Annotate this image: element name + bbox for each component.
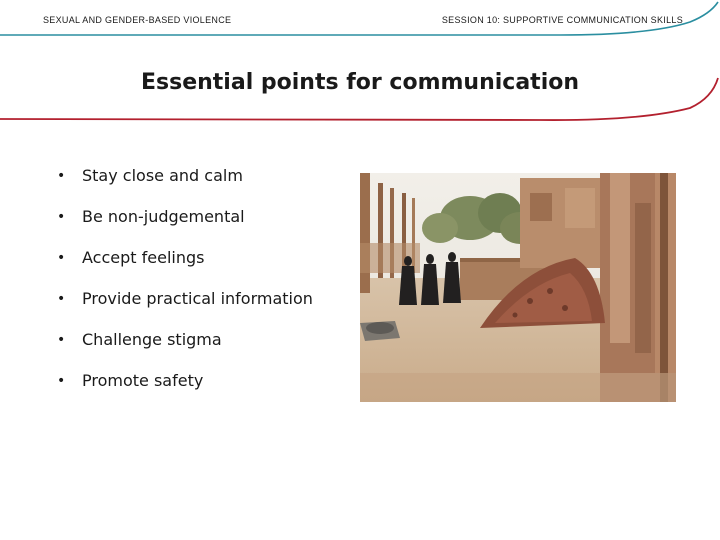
list-item [57,204,313,229]
header-course-title: SEXUAL AND GENDER-BASED VIOLENCE [43,15,232,25]
list-item [57,327,313,352]
bullet-text: Promote safety [82,371,204,390]
bullet-icon: • [57,290,66,307]
bullet-text: Accept feelings [82,248,205,267]
bullet-text: Stay close and calm [82,166,243,185]
slide-title: Essential points for communication [140,70,580,95]
header-session-title: SESSION 10: SUPPORTIVE COMMUNICATION SKILLS [441,15,683,25]
bullet-text: Be non-judgemental [82,207,245,226]
street-scene-photo [360,173,676,402]
bullet-icon: • [57,167,66,184]
bullet-icon: • [57,372,66,389]
bullet-text: Challenge stigma [82,330,222,349]
bullet-icon: • [57,331,66,348]
list-item [57,286,313,311]
bullet-icon: • [57,208,66,225]
bullet-icon: • [57,249,66,266]
bullet-text: Provide practical information [82,289,313,308]
list-item [57,245,313,270]
list-item [57,163,313,188]
bullet-list [57,163,313,409]
list-item [57,368,313,393]
